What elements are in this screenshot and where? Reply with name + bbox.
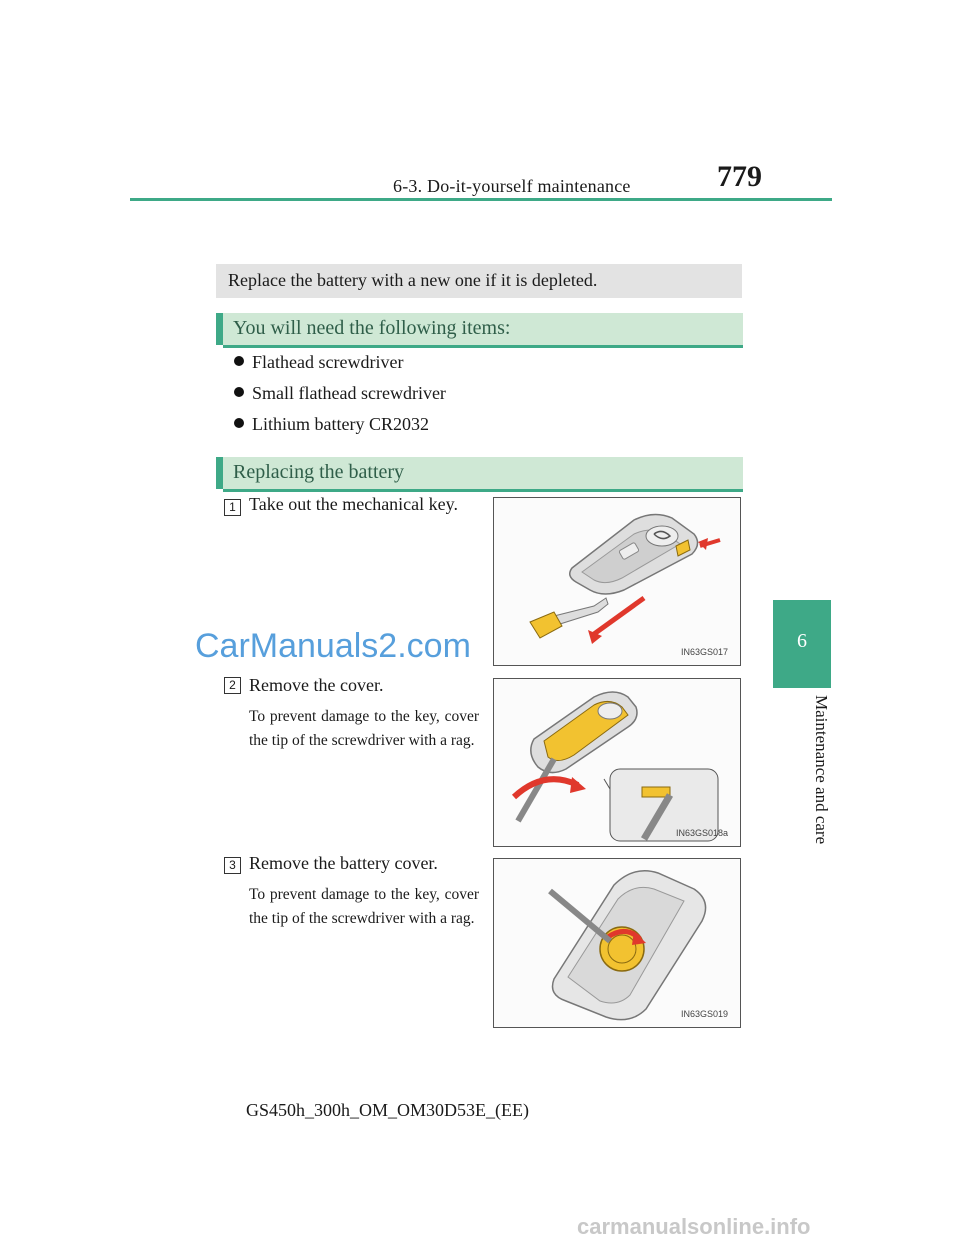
battery-cover-figure (493, 858, 741, 1028)
items-section-title: You will need the following items: (233, 317, 511, 339)
intro-box (216, 264, 742, 298)
cover-removal-figure (493, 678, 741, 847)
replace-section-heading (216, 457, 743, 489)
watermark: CarManuals2.com (195, 627, 471, 665)
section-rule (223, 345, 743, 348)
chapter-number: 6 (797, 630, 807, 652)
step-title: Take out the mechanical key. (249, 494, 458, 514)
figure-code: IN63GS017 (680, 647, 728, 657)
list-item (234, 414, 429, 435)
list-item-label: Small flathead screwdriver (252, 383, 446, 403)
document-code: GS450h_300h_OM_OM30D53E_(EE) (246, 1100, 529, 1120)
list-item-label: Flathead screwdriver (252, 352, 404, 372)
site-watermark: carmanualsonline.info (577, 1214, 811, 1239)
key-fob-illustration (494, 498, 741, 666)
bullet-icon (234, 387, 244, 397)
step-number: 3 (224, 857, 241, 874)
key-fob-cover-illustration (494, 679, 741, 847)
figure-code: IN63GS018a (675, 828, 728, 838)
section-rule (223, 489, 743, 492)
list-item-label: Lithium battery CR2032 (252, 414, 429, 434)
items-section-heading (216, 313, 743, 345)
step-title: Remove the battery cover. (249, 853, 438, 873)
list-item (234, 352, 403, 373)
chapter-tab (773, 600, 831, 688)
bullet-icon (234, 356, 244, 366)
page-number: 779 (717, 160, 762, 193)
header-divider (130, 198, 832, 201)
step-note: To prevent damage to the key, cover the tip of the screwdriver with a rag. (249, 708, 479, 749)
key-removal-figure (493, 497, 741, 666)
step-note: To prevent damage to the key, cover the tip of the screwdriver with a rag. (249, 886, 479, 927)
step-title: Remove the cover. (249, 675, 384, 695)
key-fob-battery-illustration (494, 859, 741, 1028)
bullet-icon (234, 418, 244, 428)
chapter-title: Maintenance and care (812, 695, 831, 845)
section-heading: 6-3. Do-it-yourself maintenance (393, 176, 631, 196)
replace-section-title: Replacing the battery (233, 461, 405, 483)
intro-text: Replace the battery with a new one if it is depleted. (228, 270, 598, 290)
step-number: 2 (224, 677, 241, 694)
step-number: 1 (224, 499, 241, 516)
list-item (234, 383, 446, 404)
figure-code: IN63GS019 (680, 1009, 728, 1019)
